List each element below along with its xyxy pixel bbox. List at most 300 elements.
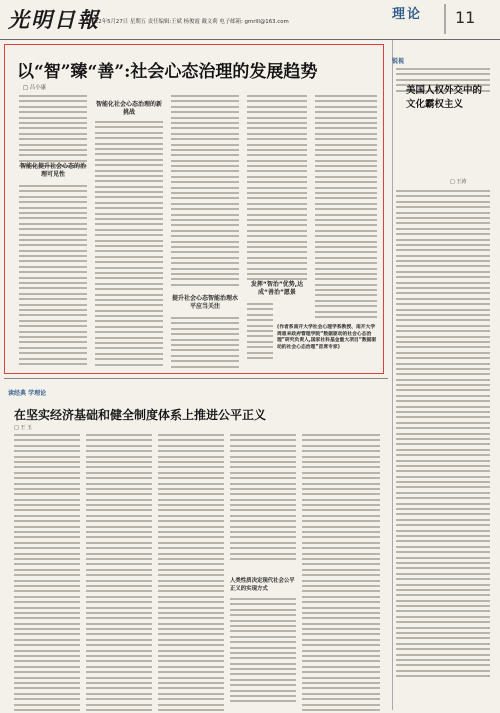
text-line <box>247 241 307 243</box>
text-line <box>396 476 490 478</box>
text-line <box>158 515 224 517</box>
text-line <box>247 314 273 316</box>
text-line <box>86 515 152 517</box>
text-line <box>396 271 490 273</box>
text-line <box>302 677 380 679</box>
text-line <box>247 165 307 167</box>
author-note: (作者系南开大学社会心理学系教授、南开大学周恩来政府管理学院“数据驱动的社会心态治理”研究负责人,国家社科基金重大项目“数据驱动的社会心态治理”首席专家) <box>277 325 377 350</box>
text-column <box>19 185 87 365</box>
text-line <box>158 526 224 528</box>
text-line <box>171 100 239 102</box>
text-line <box>396 664 490 666</box>
text-line <box>247 235 307 237</box>
text-line <box>247 144 307 146</box>
text-line <box>95 272 163 274</box>
text-line <box>19 304 87 306</box>
text-line <box>14 553 80 555</box>
text-line <box>302 450 380 452</box>
text-line <box>302 509 380 511</box>
text-line <box>396 433 490 435</box>
text-line <box>95 143 163 145</box>
text-line <box>158 704 224 706</box>
text-line <box>86 466 152 468</box>
text-line <box>19 282 87 284</box>
text-line <box>230 445 296 447</box>
text-line <box>396 621 490 623</box>
text-line <box>396 352 490 354</box>
text-line <box>86 633 152 635</box>
text-line <box>302 660 380 662</box>
text-line <box>14 687 80 689</box>
text-line <box>158 585 224 587</box>
text-line <box>95 196 163 198</box>
text-line <box>247 203 307 205</box>
text-line <box>302 531 380 533</box>
text-line <box>171 149 239 151</box>
text-line <box>158 542 224 544</box>
text-line <box>14 612 80 614</box>
text-line <box>14 477 80 479</box>
text-line <box>14 488 80 490</box>
text-line <box>86 434 152 436</box>
text-line <box>158 682 224 684</box>
text-line <box>86 623 152 625</box>
text-line <box>230 625 296 627</box>
text-line <box>14 445 80 447</box>
text-line <box>230 558 296 560</box>
text-line <box>14 639 80 641</box>
text-line <box>86 709 152 711</box>
text-line <box>247 357 273 359</box>
subheading: 人类性质决定现代社会公平正义的实现方式 <box>230 578 295 592</box>
text-line <box>315 278 377 280</box>
text-line <box>158 644 224 646</box>
issue-meta: 2022年5月27日 星期五 责任编辑:王斌 杨俊霞 戴文莉 电子邮箱: gmrlll@163.com <box>88 19 289 25</box>
text-line <box>396 492 490 494</box>
text-line <box>19 341 87 343</box>
text-line <box>302 655 380 657</box>
text-line <box>14 499 80 501</box>
text-line <box>247 170 307 172</box>
text-line <box>315 117 377 119</box>
text-line <box>396 427 490 429</box>
text-line <box>302 580 380 582</box>
text-line <box>158 628 224 630</box>
text-line <box>14 466 80 468</box>
text-line <box>171 224 239 226</box>
text-line <box>95 320 163 322</box>
text-line <box>247 230 307 232</box>
text-line <box>171 144 239 146</box>
text-line <box>230 450 296 452</box>
text-line <box>95 153 163 155</box>
text-line <box>230 509 296 511</box>
text-line <box>315 246 377 248</box>
feature-author: □ 吕小康 <box>23 85 46 91</box>
text-line <box>315 208 377 210</box>
text-line <box>315 197 377 199</box>
text-line <box>171 360 239 362</box>
text-line <box>86 655 152 657</box>
text-line <box>19 250 87 252</box>
text-line <box>86 601 152 603</box>
text-column <box>302 434 380 713</box>
text-line <box>396 368 490 370</box>
text-line <box>302 617 380 619</box>
text-line <box>302 461 380 463</box>
text-line <box>14 596 80 598</box>
text-line <box>19 309 87 311</box>
text-line <box>302 671 380 673</box>
text-line <box>396 567 490 569</box>
text-line <box>19 228 87 230</box>
text-line <box>302 536 380 538</box>
feature-article[interactable] <box>4 44 384 374</box>
text-line <box>315 133 377 135</box>
text-line <box>315 219 377 221</box>
text-line <box>247 197 307 199</box>
text-line <box>230 434 296 436</box>
text-line <box>247 352 273 354</box>
text-line <box>171 219 239 221</box>
text-line <box>230 520 296 522</box>
text-line <box>158 499 224 501</box>
text-line <box>396 384 490 386</box>
text-line <box>95 132 163 134</box>
text-line <box>86 477 152 479</box>
text-line <box>171 111 239 113</box>
text-line <box>171 355 239 357</box>
text-line <box>86 499 152 501</box>
text-line <box>171 284 239 286</box>
text-line <box>396 314 490 316</box>
text-line <box>315 111 377 113</box>
text-line <box>315 100 377 102</box>
text-line <box>315 160 377 162</box>
text-line <box>230 636 296 638</box>
text-line <box>19 117 87 119</box>
text-line <box>158 445 224 447</box>
text-line <box>396 454 490 456</box>
text-line <box>230 515 296 517</box>
text-line <box>396 519 490 521</box>
text-line <box>302 488 380 490</box>
text-line <box>86 693 152 695</box>
text-line <box>396 648 490 650</box>
text-line <box>86 461 152 463</box>
text-line <box>247 117 307 119</box>
text-line <box>86 472 152 474</box>
text-line <box>230 673 296 675</box>
text-line <box>19 223 87 225</box>
text-line <box>302 504 380 506</box>
text-line <box>230 630 296 632</box>
text-column <box>14 434 80 713</box>
text-line <box>158 596 224 598</box>
text-line <box>247 100 307 102</box>
text-line <box>14 526 80 528</box>
text-line <box>230 466 296 468</box>
text-line <box>230 461 296 463</box>
text-line <box>247 111 307 113</box>
text-line <box>14 493 80 495</box>
text-line <box>86 585 152 587</box>
text-line <box>158 520 224 522</box>
text-line <box>171 278 239 280</box>
text-line <box>171 241 239 243</box>
text-line <box>247 224 307 226</box>
text-line <box>19 154 87 156</box>
text-line <box>396 282 490 284</box>
text-line <box>396 610 490 612</box>
text-line <box>396 643 490 645</box>
text-line <box>396 363 490 365</box>
text-line <box>95 304 163 306</box>
text-line <box>302 628 380 630</box>
text-column <box>158 434 224 713</box>
subheading: 智能化社会心态治理的新挑战 <box>95 101 162 116</box>
text-line <box>86 682 152 684</box>
text-line <box>171 127 239 129</box>
text-column <box>230 598 296 702</box>
text-line <box>396 616 490 618</box>
text-line <box>396 319 490 321</box>
text-line <box>230 488 296 490</box>
text-line <box>171 197 239 199</box>
text-line <box>86 639 152 641</box>
text-line <box>95 337 163 339</box>
text-line <box>86 677 152 679</box>
divider <box>4 378 388 379</box>
text-line <box>158 563 224 565</box>
page-number: 11 <box>455 8 476 27</box>
text-line <box>19 212 87 214</box>
text-line <box>171 117 239 119</box>
text-line <box>86 698 152 700</box>
text-line <box>14 607 80 609</box>
text-line <box>95 229 163 231</box>
text-line <box>158 693 224 695</box>
text-line <box>396 481 490 483</box>
text-line <box>396 659 490 661</box>
text-line <box>302 547 380 549</box>
text-line <box>396 395 490 397</box>
text-line <box>171 176 239 178</box>
text-line <box>230 536 296 538</box>
text-line <box>315 311 377 313</box>
text-line <box>19 320 87 322</box>
text-line <box>19 266 87 268</box>
text-line <box>86 509 152 511</box>
text-line <box>95 261 163 263</box>
text-line <box>86 596 152 598</box>
text-line <box>396 578 490 580</box>
text-line <box>396 222 490 224</box>
text-line <box>247 262 307 264</box>
text-line <box>302 483 380 485</box>
text-line <box>19 298 87 300</box>
text-line <box>247 160 307 162</box>
text-line <box>396 449 490 451</box>
text-line <box>171 122 239 124</box>
text-line <box>86 704 152 706</box>
text-line <box>171 262 239 264</box>
text-line <box>396 605 490 607</box>
text-line <box>396 594 490 596</box>
text-line <box>14 461 80 463</box>
text-line <box>230 542 296 544</box>
text-line <box>14 504 80 506</box>
text-line <box>247 106 307 108</box>
text-line <box>247 308 273 310</box>
text-line <box>19 352 87 354</box>
text-line <box>171 192 239 194</box>
text-line <box>315 257 377 259</box>
text-line <box>14 628 80 630</box>
text-line <box>230 700 296 702</box>
text-line <box>247 257 307 259</box>
text-line <box>396 546 490 548</box>
text-line <box>19 106 87 108</box>
text-line <box>14 509 80 511</box>
text-line <box>171 165 239 167</box>
text-line <box>302 704 380 706</box>
text-line <box>14 601 80 603</box>
text-line <box>158 558 224 560</box>
text-line <box>171 208 239 210</box>
text-line <box>14 434 80 436</box>
text-line <box>14 439 80 441</box>
text-line <box>302 612 380 614</box>
text-line <box>14 698 80 700</box>
text-line <box>95 202 163 204</box>
text-line <box>158 439 224 441</box>
text-line <box>302 569 380 571</box>
text-line <box>158 477 224 479</box>
subheading: 提升社会心态智能治理水平应当关注 <box>171 295 238 310</box>
text-line <box>14 709 80 711</box>
text-column <box>247 303 273 359</box>
text-line <box>302 693 380 695</box>
text-line <box>302 499 380 501</box>
text-line <box>396 513 490 515</box>
text-line <box>247 95 307 97</box>
text-line <box>95 164 163 166</box>
text-line <box>396 389 490 391</box>
text-line <box>14 515 80 517</box>
text-line <box>171 214 239 216</box>
text-line <box>171 235 239 237</box>
text-line <box>95 299 163 301</box>
text-line <box>86 671 152 673</box>
text-line <box>19 217 87 219</box>
text-line <box>396 589 490 591</box>
text-column <box>315 95 377 318</box>
text-line <box>396 416 490 418</box>
text-line <box>315 165 377 167</box>
text-line <box>171 317 239 319</box>
text-line <box>230 477 296 479</box>
text-line <box>396 336 490 338</box>
text-line <box>302 607 380 609</box>
text-line <box>171 154 239 156</box>
text-line <box>158 466 224 468</box>
text-line <box>247 330 273 332</box>
text-line <box>396 675 490 677</box>
text-line <box>158 639 224 641</box>
text-line <box>230 456 296 458</box>
text-line <box>158 607 224 609</box>
subheading: 发挥“智治”优势,达成“善治”愿景 <box>250 281 304 296</box>
text-line <box>315 224 377 226</box>
text-line <box>14 547 80 549</box>
text-column <box>247 95 307 280</box>
text-line <box>315 262 377 264</box>
text-line <box>19 234 87 236</box>
text-line <box>95 126 163 128</box>
text-line <box>302 439 380 441</box>
text-line <box>95 358 163 360</box>
masthead <box>0 0 500 40</box>
text-line <box>396 373 490 375</box>
text-line <box>171 339 239 341</box>
text-line <box>302 542 380 544</box>
text-line <box>171 133 239 135</box>
text-line <box>86 558 152 560</box>
text-line <box>19 160 87 162</box>
text-line <box>19 260 87 262</box>
text-line <box>86 456 152 458</box>
text-line <box>19 239 87 241</box>
text-line <box>396 255 490 257</box>
text-line <box>19 271 87 273</box>
text-line <box>19 122 87 124</box>
text-line <box>230 647 296 649</box>
text-line <box>230 684 296 686</box>
text-line <box>247 278 307 280</box>
text-line <box>86 617 152 619</box>
text-line <box>302 563 380 565</box>
text-line <box>19 336 87 338</box>
text-line <box>247 176 307 178</box>
text-line <box>247 335 273 337</box>
text-line <box>396 422 490 424</box>
text-line <box>14 569 80 571</box>
text-line <box>171 344 239 346</box>
text-line <box>19 255 87 257</box>
text-line <box>315 149 377 151</box>
right-column-article[interactable] <box>390 44 496 708</box>
text-line <box>14 671 80 673</box>
column-header: 锐视 <box>392 58 405 65</box>
text-line <box>396 670 490 672</box>
text-line <box>396 357 490 359</box>
text-line <box>86 504 152 506</box>
text-line <box>158 472 224 474</box>
text-line <box>396 276 490 278</box>
text-line <box>302 623 380 625</box>
text-line <box>95 186 163 188</box>
text-line <box>302 472 380 474</box>
text-line <box>396 443 490 445</box>
text-line <box>171 181 239 183</box>
text-line <box>315 138 377 140</box>
text-line <box>247 219 307 221</box>
text-line <box>86 439 152 441</box>
text-line <box>396 239 490 241</box>
text-line <box>396 530 490 532</box>
text-column <box>230 434 296 560</box>
